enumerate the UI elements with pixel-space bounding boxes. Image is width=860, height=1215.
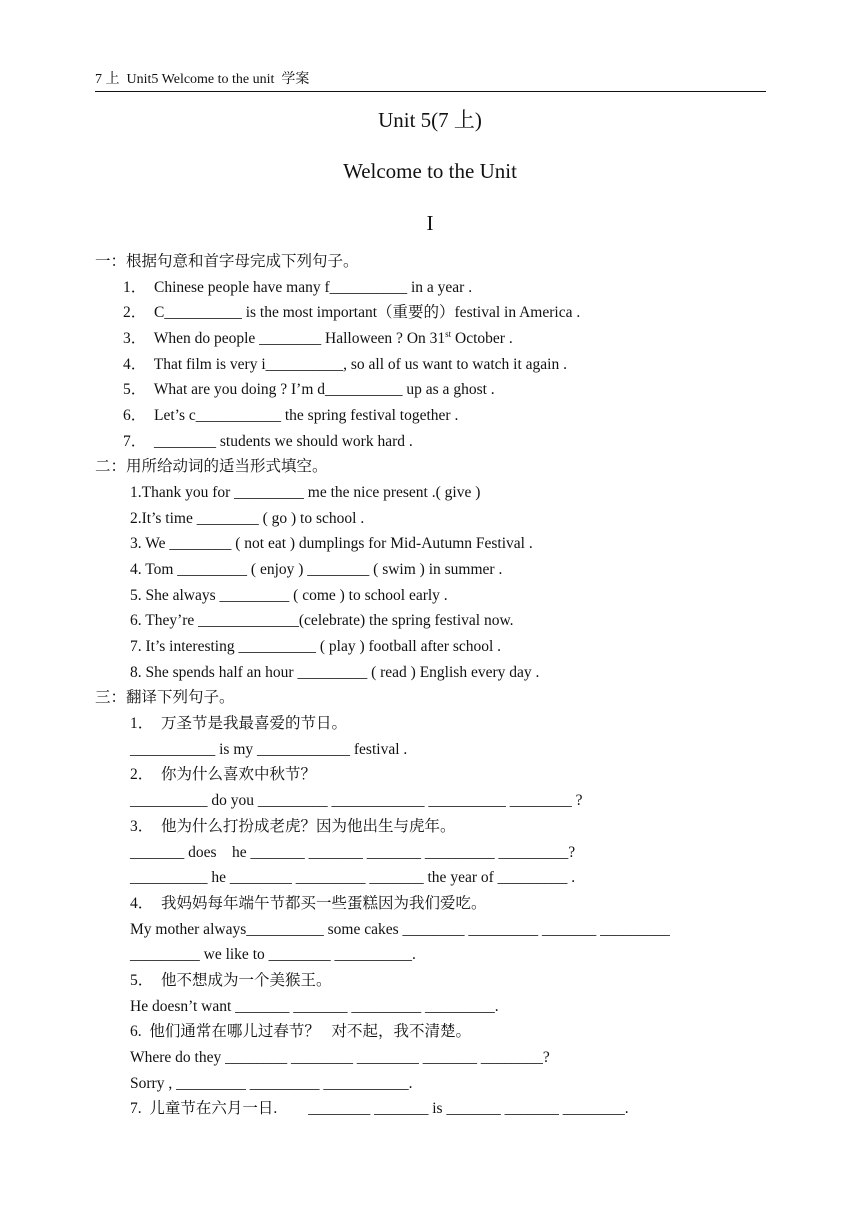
section3-answer-2: __________ do you _________ ____________ __________ ________ ? <box>130 792 583 809</box>
section1-item-3-tail: October . <box>451 330 513 347</box>
section3-answer-4b: _________ we like to ________ __________. <box>130 946 416 963</box>
section2-item-6: 6. They’re _____________(celebrate) the spring festival now. <box>130 612 514 629</box>
lesson-title: Welcome to the Unit <box>343 159 517 183</box>
section1-heading: 一：根据句意和首字母完成下列句子。 <box>95 253 359 270</box>
section3-prompt-2: 2． 你为什么喜欢中秋节？ <box>130 766 317 783</box>
section3-prompt-5: 5． 他不想成为一个美猴王。 <box>130 972 332 989</box>
section3-heading: 三：翻译下列句子。 <box>95 689 235 706</box>
section3-prompt-3: 3． 他为什么打扮成老虎？因为他出生与虎年。 <box>130 818 456 835</box>
section3-answer-3b: __________ he ________ _________ _______ the year of _________ . <box>130 869 576 886</box>
section2-item-7: 7. It’s interesting __________ ( play ) football after school . <box>130 638 502 655</box>
section2-item-3: 3. We ________ ( not eat ) dumplings for Mid-Autumn Festival . <box>130 535 533 552</box>
section3-answer-6a: Where do they ________ ________ ________ _______ ________? <box>130 1049 550 1066</box>
section1-item-4: 4． That film is very i__________, so all of us want to watch it again . <box>123 356 567 373</box>
section3-answer-5: He doesn’t want _______ _______ _________ _________. <box>130 998 499 1015</box>
section3-answer-3a: _______ does he _______ _______ _______ _________ _________? <box>130 844 576 861</box>
section2-item-5: 5. She always _________ ( come ) to school early . <box>130 587 448 604</box>
unit-title: Unit 5(7 上) <box>378 108 482 132</box>
part-numeral: I <box>426 211 434 235</box>
section2-item-1: 1.Thank you for _________ me the nice present .( give ) <box>130 484 481 501</box>
section3-prompt-4: 4． 我妈妈每年端午节都买一些蛋糕因为我们爱吃。 <box>130 895 487 912</box>
header-rule <box>95 91 766 92</box>
section3-answer-4a: My mother always__________ some cakes ________ _________ _______ _________ <box>130 921 670 938</box>
section3-prompt-1: 1． 万圣节是我最喜爱的节日。 <box>130 715 348 732</box>
section2-item-4: 4. Tom _________ ( enjoy ) ________ ( swim ) in summer . <box>130 561 503 578</box>
section2-item-2: 2.It’s time ________ ( go ) to school . <box>130 510 365 527</box>
section1-item-3 <box>123 329 513 349</box>
section1-item-1: 1． Chinese people have many f__________ in a year . <box>123 279 473 296</box>
section1-item-6: 6． Let’s c___________ the spring festival together . <box>123 407 459 424</box>
section1-item-5: 5． What are you doing ? I’m d__________ up as a ghost . <box>123 381 495 398</box>
section2-heading: 二：用所给动词的适当形式填空。 <box>95 458 328 475</box>
section2-item-8: 8. She spends half an hour _________ ( read ) English every day . <box>130 664 540 681</box>
page-header: 7 上 Unit5 Welcome to the unit 学案 <box>95 72 310 87</box>
ordinal-suffix: st <box>445 328 452 339</box>
section3-item-7: 7. 儿童节在六月一日. ________ _______ is _______ _______ ________. <box>130 1100 629 1117</box>
section3-answer-1: ___________ is my ____________ festival . <box>130 741 408 758</box>
section3-prompt-6: 6. 他们通常在哪儿过春节？ 对不起，我不清楚。 <box>130 1023 472 1040</box>
section1-item-3-text: 3． When do people ________ Halloween ? On 31 <box>123 330 446 347</box>
section3-answer-6b: Sorry , _________ _________ ___________. <box>130 1075 413 1092</box>
section1-item-2: 2． C__________ is the most important（重要的）festival in America . <box>123 304 581 321</box>
section1-item-7: 7． ________ students we should work hard . <box>123 433 413 450</box>
